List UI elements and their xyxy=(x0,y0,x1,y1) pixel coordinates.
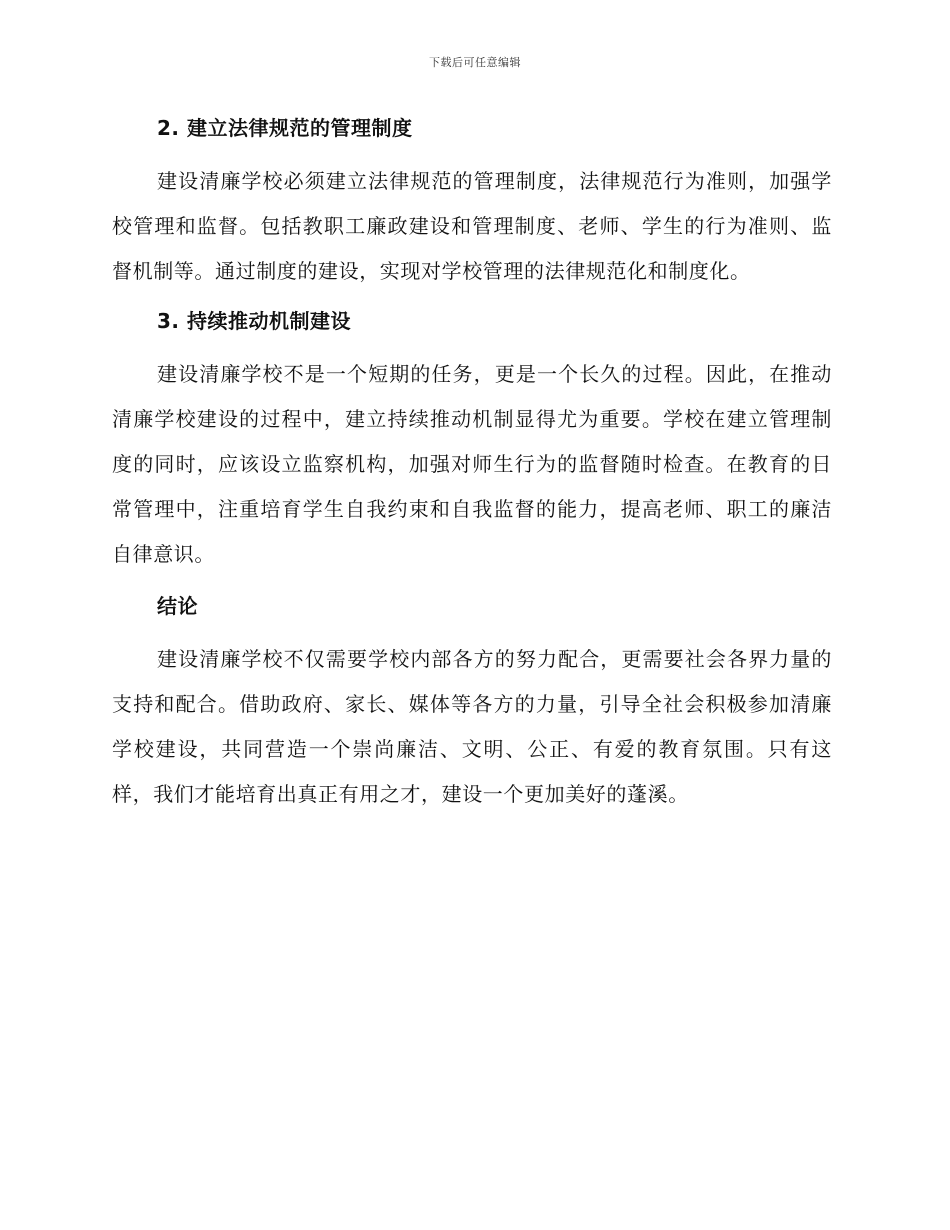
section-heading-management-system: 2. 建立法律规范的管理制度 xyxy=(157,116,413,140)
page-header: 下载后可任意编辑 xyxy=(429,56,521,69)
section-paragraph-conclusion: 建设清廉学校不仅需要学校内部各方的努力配合，更需要社会各界力量的支持和配合。借助政府、家长、媒体等各方的力量，引导全社会积极参加清廉学校建设，共同营造一个崇尚廉洁、文明、公正、有爱的教育氛围。只有这样，我们才能培育出真正有用之才，建设一个更加美好的蓬溪。 xyxy=(112,647,832,806)
section-heading-continuous-mechanism: 3. 持续推动机制建设 xyxy=(157,309,351,333)
section-heading-conclusion: 结论 xyxy=(157,594,198,618)
section-paragraph-continuous-mechanism: 建设清廉学校不是一个短期的任务，更是一个长久的过程。因此，在推动清廉学校建设的过程中，建立持续推动机制显得尤为重要。学校在建立管理制度的同时，应该设立监察机构，加强对师生行为的监督随时检查。在教育的日常管理中，注重培育学生自我约束和自我监督的能力，提高老师、职工的廉洁自律意识。 xyxy=(112,362,832,566)
section-paragraph-management-system: 建设清廉学校必须建立法律规范的管理制度，法律规范行为准则，加强学校管理和监督。包括教职工廉政建设和管理制度、老师、学生的行为准则、监督机制等。通过制度的建设，实现对学校管理的法律规范化和制度化。 xyxy=(112,169,832,283)
document-body xyxy=(112,110,832,817)
